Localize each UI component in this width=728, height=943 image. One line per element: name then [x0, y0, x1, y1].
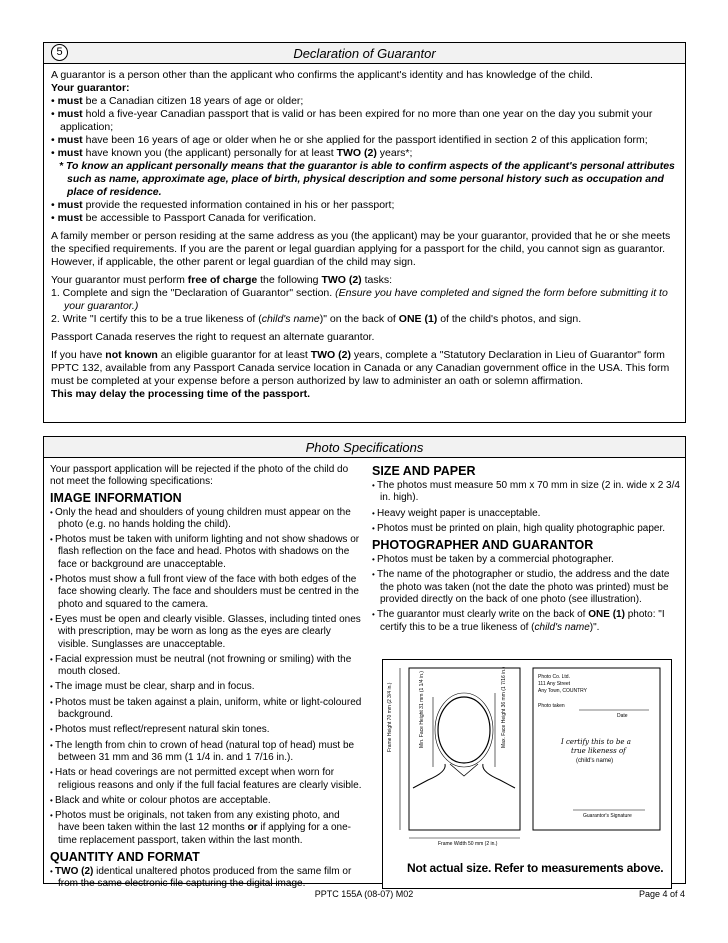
- image-information-heading: IMAGE INFORMATION: [50, 490, 182, 505]
- guarantor-requirements-2: [51, 199, 678, 225]
- illustration-caption: Not actual size. Refer to measurements above.: [407, 861, 664, 875]
- guarantor-requirements: [51, 95, 678, 160]
- requirement-item: • must have been 16 years of age or older when he or she applied for the passport identified in section 2 of this application form;: [51, 134, 678, 147]
- requirement-item: • must provide the requested information contained in his or her passport;: [51, 199, 678, 212]
- personal-knowledge-note: * To know an applicant personally means that the guarantor is able to confirm aspects of the applicant's personal attributes such as name, approximate age, place of birth, physical description and some personal history such as occupation and place of residence.: [59, 160, 675, 198]
- list-item: • Photos must be originals, not taken from any existing photo, and have been taken within the last 12 months or if applying for a one-time replacement passport, taken within the last month.: [50, 810, 363, 847]
- frame-width-label: Frame Width 50 mm (2 in.): [438, 841, 498, 847]
- page-number: Page 4 of 4: [638, 889, 685, 899]
- photographer-guarantor-list: [372, 554, 680, 634]
- requirement-item: • must be accessible to Passport Canada for verification.: [51, 212, 678, 225]
- image-information-list: [50, 507, 363, 847]
- quantity-format-list: [50, 866, 363, 891]
- list-item: • The length from chin to crown of head (natural top of head) must be between 31 mm and 36 mm (1 1/4 in. and 1 7/16 in.).: [50, 740, 363, 765]
- section-header: [44, 437, 685, 458]
- list-item: • The name of the photographer or studio, the address and the date the photo was taken (not the date the photo was printed) must be provided directly on the back of one photo (see illustration).: [372, 569, 680, 606]
- left-column: [50, 464, 363, 894]
- list-item: • Photos must be taken against a plain, uniform, white or light-coloured background.: [50, 697, 363, 722]
- intro-text: A guarantor is a person other than the applicant who confirms the applicant's identity and has knowledge of the child.: [51, 69, 593, 81]
- your-guarantor-label: Your guarantor:: [51, 82, 130, 94]
- section-number-badge: 5: [51, 44, 68, 61]
- requirement-item: • must have known you (the applicant) personally for at least TWO (2) years*;: [51, 147, 678, 160]
- right-column: [372, 464, 680, 637]
- list-item: • Photos must reflect/represent natural skin tones.: [50, 724, 363, 736]
- list-item: • Photos must be taken with uniform lighting and not show shadows or flash reflection on the face and head. Photos with shadows on the face or background are unacceptable.: [50, 534, 363, 571]
- studio-name: Photo Co. Ltd.: [538, 674, 570, 680]
- childs-name-label: (child's name): [576, 758, 614, 764]
- min-face-label: Min. Face Height 31 mm (1 1/4 in.): [419, 671, 425, 748]
- list-item: • Black and white or colour photos are acceptable.: [50, 795, 363, 807]
- requirement-item: • must hold a five-year Canadian passport that is valid or has been expired for no more than one year on the day you submit your application;: [51, 108, 678, 134]
- guarantor-signature-label: Guarantor's Signature: [583, 813, 632, 819]
- photo-diagram: [383, 660, 673, 860]
- list-item: • The guarantor must clearly write on the back of ONE (1) photo: "I certify this to be a true likeness of (child's name)".: [372, 609, 680, 634]
- list-item: • Heavy weight paper is unacceptable.: [372, 508, 680, 520]
- list-item: • Photos must be taken by a commercial photographer.: [372, 554, 680, 566]
- family-member-paragraph: A family member or person residing at the same address as you (the applicant) may be your guarantor, provided that he or she meets the specified requirements. If you are the parent or legal guardian applying for a passport for the child, you cannot sign as guarantor. However, if applicable, the other parent or legal guardian of the child may sign.: [51, 230, 671, 268]
- alternate-guarantor-paragraph: If you have not known an eligible guarantor for at least TWO (2) years, complete a "Statutory Declaration in Lieu of Guarantor" form PPTC 132, available from any Passport Canada service location in Canada or any Canadian government office in the USA. This form must be completed at your expense before a person authorized by law to administer an oath or solemn affirmation. This may delay the processing time of the passport.: [51, 349, 670, 400]
- studio-town: Any Town, COUNTRY: [538, 688, 587, 694]
- section-header: [44, 43, 685, 64]
- frame-height-label: Frame Height 70 mm (2 3/4 in.): [387, 682, 393, 752]
- photo-intro: Your passport application will be rejected if the photo of the child do not meet the following specifications:: [50, 464, 349, 488]
- list-item: • Hats or head coverings are not permitted except when worn for religious reasons and only if the full facial features are clearly visible.: [50, 767, 363, 792]
- requirement-item: • must be a Canadian citizen 18 years of age or older;: [51, 95, 678, 108]
- size-paper-list: [372, 480, 680, 535]
- declaration-of-guarantor-section: [43, 42, 686, 423]
- size-paper-heading: SIZE AND PAPER: [372, 464, 476, 478]
- list-item: • Photos must show a full front view of the face with both edges of the face showing clearly. The face and shoulders must be centred in the photo and squared to the camera.: [50, 574, 363, 611]
- certify-line-1: I certify this to be a: [561, 738, 631, 746]
- quantity-format-heading: QUANTITY AND FORMAT: [50, 850, 200, 865]
- list-item: • The image must be clear, sharp and in focus.: [50, 681, 363, 693]
- section-title: Photo Specifications: [305, 440, 424, 455]
- tasks-intro: Your guarantor must perform free of charge the following TWO (2) tasks:: [51, 274, 393, 286]
- task-item: 1. Complete and sign the "Declaration of Guarantor" section. (Ensure you have completed and signed the form before submitting it to your guarantor.): [51, 287, 668, 312]
- form-code: PPTC 155A (08-07) M02: [314, 889, 414, 899]
- list-item: • Only the head and shoulders of young children must appear on the photo (e.g. no hands holding the child).: [50, 507, 363, 532]
- list-item: • Facial expression must be neutral (not frowning or smiling) with the mouth closed.: [50, 654, 363, 679]
- max-face-label: Max. Face Height 36 mm (1 7/16 in.): [501, 666, 507, 748]
- photo-specifications-section: [43, 436, 686, 890]
- certify-line-2: true likeness of: [571, 747, 626, 755]
- list-item: • Photos must be printed on plain, high quality photographic paper.: [372, 523, 680, 535]
- photographer-guarantor-heading: PHOTOGRAPHER AND GUARANTOR: [372, 538, 594, 553]
- tasks-list: [51, 287, 678, 326]
- list-item: • The photos must measure 50 mm x 70 mm in size (2 in. wide x 2 3/4 in. high).: [372, 480, 680, 505]
- task-item: 2. Write "I certify this to be a true likeness of (child's name)" on the back of ONE (1) of the child's photos, and sign.: [51, 313, 582, 325]
- studio-street: 111 Any Street: [538, 681, 571, 687]
- section-title: Declaration of Guarantor: [293, 46, 436, 61]
- photo-illustration: [382, 659, 672, 889]
- list-item: • TWO (2) identical unaltered photos produced from the same film or from the same electronic file capturing the digital image.: [50, 866, 363, 891]
- date-label: Date: [617, 713, 628, 719]
- reserve-paragraph: Passport Canada reserves the right to request an alternate guarantor.: [51, 331, 375, 343]
- photo-taken-label: Photo taken: [538, 703, 565, 709]
- list-item: • Eyes must be open and clearly visible. Glasses, including tinted ones with prescription, may be worn as long as the eyes are clearly visible. Sunglasses are unacceptable.: [50, 614, 363, 651]
